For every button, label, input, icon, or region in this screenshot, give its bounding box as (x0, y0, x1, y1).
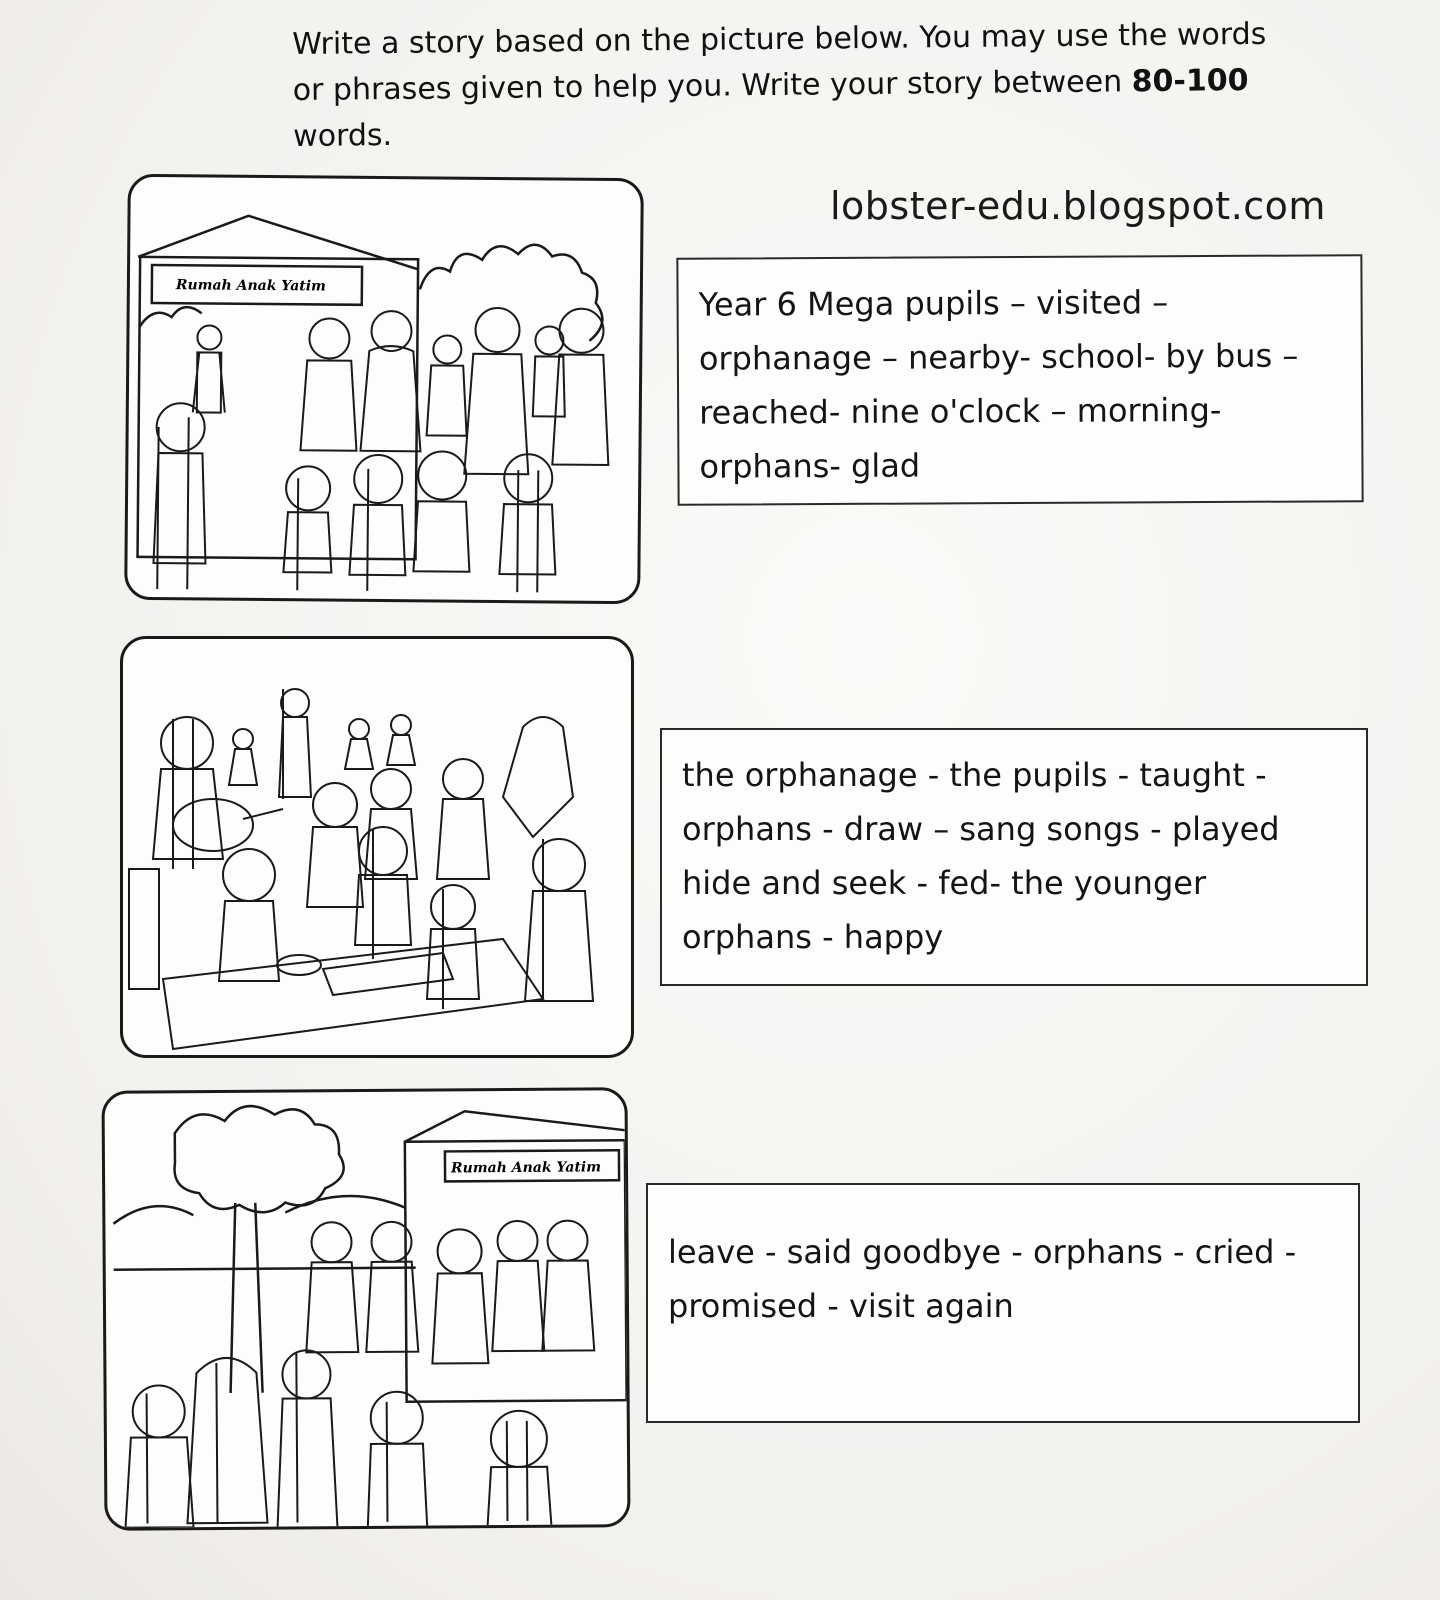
clue-line: the orphanage - the pupils - taught - (682, 756, 1267, 794)
clue-line: promised - visit again (668, 1287, 1014, 1325)
watermark: lobster-edu.blogspot.com (830, 184, 1326, 228)
arrival-illustration (127, 177, 641, 601)
clue-line: Year 6 Mega pupils – visited – (698, 283, 1169, 324)
clue-line: orphans- glad (699, 446, 921, 486)
word-clue-box-1 (676, 254, 1363, 506)
clue-line: orphanage – nearby- school- by bus – (698, 336, 1299, 378)
clue-line: leave - said goodbye - orphans - cried - (668, 1233, 1297, 1271)
instructions-line-3: words. (293, 117, 393, 154)
clue-line: orphans - happy (682, 918, 944, 956)
word-clue-box-2 (660, 728, 1368, 986)
orphanage-sign: Rumah Anak Yatim (175, 277, 326, 295)
word-clue-box-3 (646, 1183, 1360, 1423)
instructions-line-1: Write a story based on the picture below. You may use the words (292, 16, 1267, 62)
clue-line: reached- nine o'clock – morning- (699, 390, 1222, 432)
instructions (292, 11, 1333, 160)
goodbye-illustration (104, 1090, 627, 1528)
clue-line: hide and seek - fed- the younger (682, 864, 1207, 902)
picture-panel-arrival (124, 174, 644, 604)
picture-panel-activities (120, 636, 634, 1058)
instructions-line-2: or phrases given to help you. Write your story between (292, 64, 1132, 108)
clue-line: orphans - draw – sang songs - played (682, 810, 1280, 848)
activities-illustration (123, 639, 631, 1055)
word-range: 80-100 (1131, 62, 1249, 100)
orphanage-sign-2: Rumah Anak Yatim (450, 1159, 602, 1177)
picture-panel-goodbye (101, 1087, 630, 1531)
